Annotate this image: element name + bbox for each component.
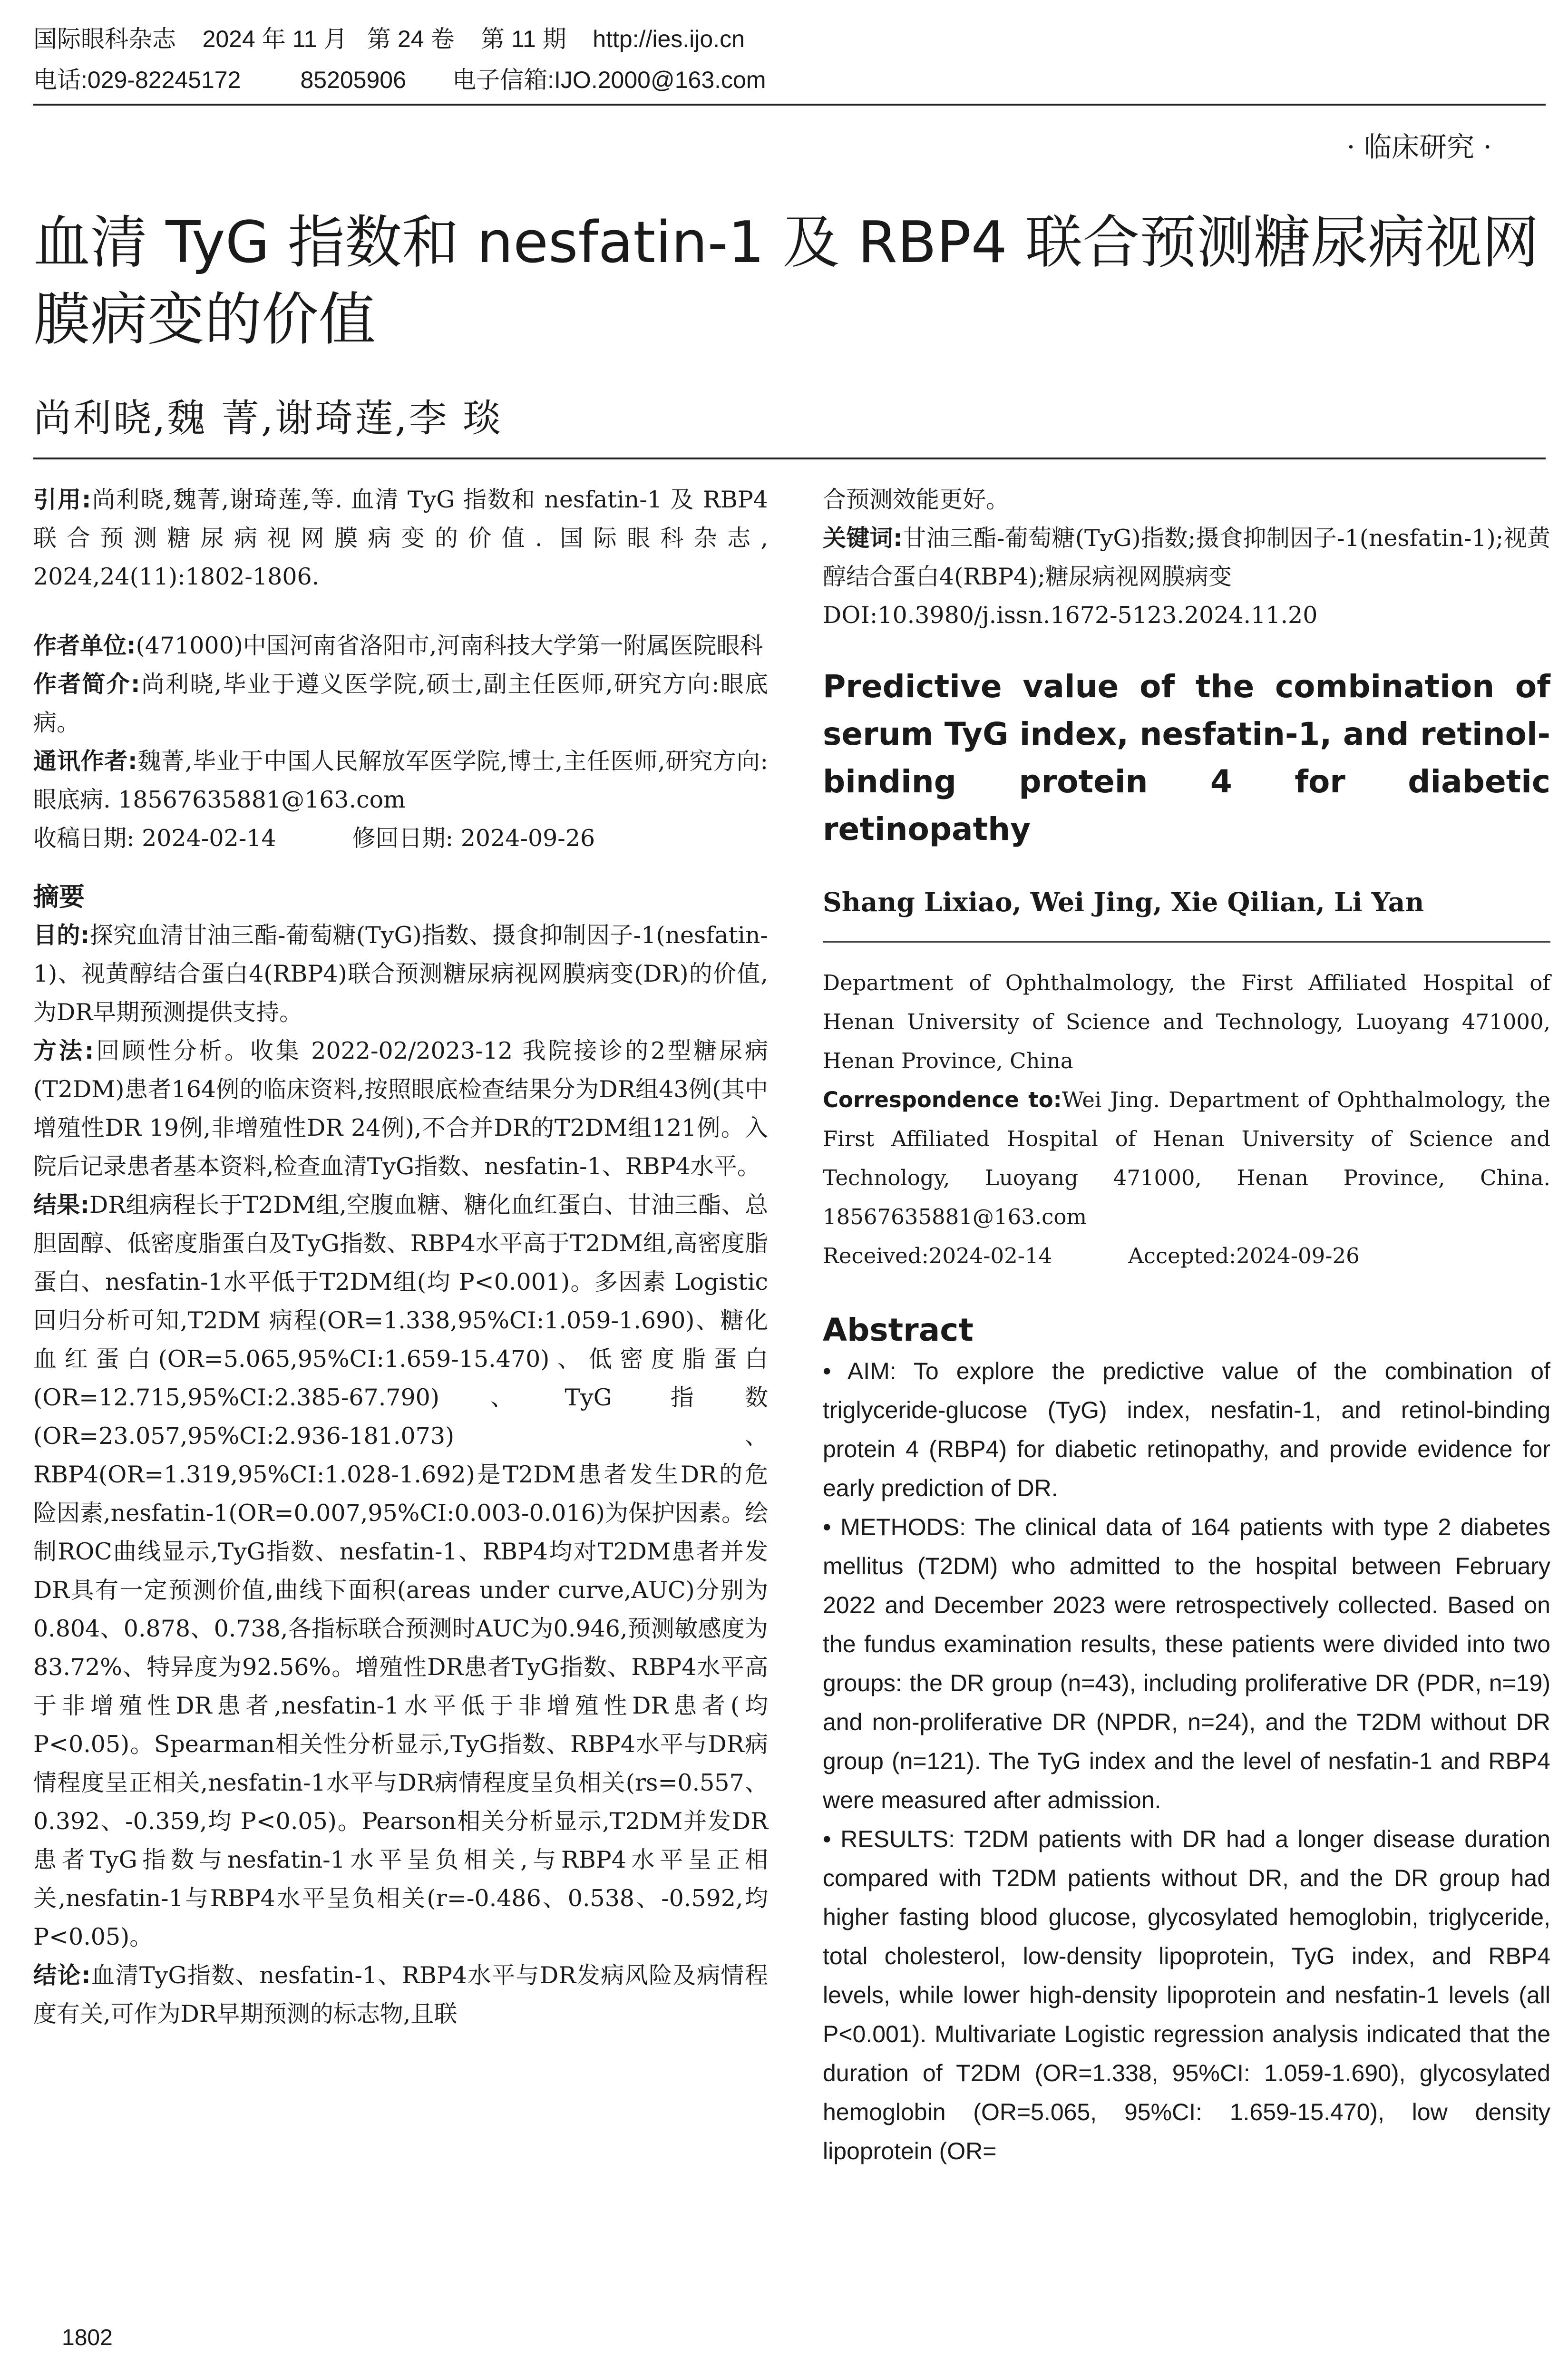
abstract-aim bbox=[33, 916, 768, 1032]
aim-label: 目的: bbox=[33, 922, 90, 949]
article-title: 血清 TyG 指数和 nesfatin-1 及 RBP4 联合预测糖尿病视网膜病变的价值 bbox=[33, 210, 1539, 353]
corresponding-author bbox=[33, 742, 768, 819]
abstract-heading-en: Abstract bbox=[823, 1312, 974, 1348]
citation-label: 引用: bbox=[33, 486, 91, 513]
corresponding-text: 魏菁,毕业于中国人民解放军医学院,博士,主任医师,研究方向:眼底病. 18567635881@163.com bbox=[33, 748, 768, 813]
corresponding-label: 通讯作者: bbox=[33, 748, 137, 775]
citation bbox=[33, 480, 768, 596]
abstract-results bbox=[33, 1186, 768, 1956]
abstract-heading-cn: 摘要 bbox=[33, 882, 85, 912]
abstract-methods-en: • METHODS: The clinical data of 164 patients with type 2 diabetes mellitus (T2DM) who admitted to the hospital between February 2022 and December 2023 were retrospectively collected. Based on the fundus examination results, these patients were divided into two groups: the DR group (n=43), including proliferative DR (PDR, n=19) and non-proliferative DR (NPDR, n=24), and the T2DM without DR group (n=121). The TyG index and the level of nesfatin-1 and RBP4 were measured after admission. bbox=[823, 1514, 1550, 1813]
received-date: 收稿日期: 2024-02-14 bbox=[33, 825, 276, 852]
abstract-methods bbox=[33, 1032, 768, 1186]
correspondence bbox=[823, 1081, 1550, 1237]
keywords bbox=[823, 519, 1550, 596]
english-title-rule bbox=[823, 941, 1550, 943]
author-unit-text: (471000)中国河南省洛阳市,河南科技大学第一附属医院眼科 bbox=[136, 632, 763, 659]
journal-contact-line: 电话:029-82245172 85205906 电子信箱:IJO.2000@163.com bbox=[33, 67, 766, 93]
right-column bbox=[823, 480, 1550, 2171]
correspondence-label: Correspondence to: bbox=[823, 1087, 1062, 1112]
english-title: Predictive value of the combination of serum TyG index, nesfatin-1, and retinol-binding protein 4 for diabetic retinopathy bbox=[823, 668, 1550, 848]
conclusion-text: 血清TyG指数、nesfatin-1、RBP4水平与DR发病风险及病情程度有关,可作为DR早期预测的标志物,且联 bbox=[33, 1962, 768, 2027]
author-intro-label: 作者简介: bbox=[33, 671, 140, 698]
results-text: DR组病程长于T2DM组,空腹血糖、糖化血红蛋白、甘油三酯、总胆固醇、低密度脂蛋白及TyG指数、RBP4水平高于T2DM组,高密度脂蛋白、nesfatin-1水平低于T2DM组(均 P<0.001)。多因素 Logistic 回归分析可知,T2DM 病程(OR=1.338,95%CI:1.059-1.690)、糖化血红蛋白(OR=5.065,95%CI:1.659-15.470)、低密度脂蛋白(OR=12.715,95%CI:2.385-67.790)、TyG 指数(OR=23.057,95%CI:2.936-181.073)、RBP4(OR=1.319,95%CI:1.028-1.692)是T2DM患者发生DR的危险因素,nesfatin-1(OR=0.007,95%CI:0.003-0.016)为保护因素。绘制ROC曲线显示,TyG指数、nesfatin-1、RBP4均对T2DM患者并发DR具有一定预测价值,曲线下面积(areas under curve,AUC)分别为0.804、0.878、0.738,各指标联合预测时AUC为0.946,预测敏感度为83.72%、特异度为92.56%。增殖性DR患者TyG指数、RBP4水平高于非增殖性DR患者,nesfatin-1水平低于非增殖性DR患者(均 P<0.05)。Spearman相关性分析显示,TyG指数、RBP4水平与DR病情程度呈正相关,nesfatin-1水平与DR病情程度呈负相关(rs=0.557、0.392、-0.359,均 P<0.05)。Pearson相关分析显示,T2DM并发DR患者TyG指数与nesfatin-1水平呈负相关,与RBP4水平呈正相关,nesfatin-1与RBP4水平呈负相关(r=-0.486、0.538、-0.592,均 P<0.05)。 bbox=[33, 1191, 768, 1950]
title-rule bbox=[33, 458, 1546, 459]
conclusion-continued: 合预测效能更好。 bbox=[823, 486, 1010, 513]
english-authors: Shang Lixiao, Wei Jing, Xie Qilian, Li Yan bbox=[823, 887, 1424, 917]
received-en: Received:2024-02-14 bbox=[823, 1243, 1052, 1268]
conclusion-label: 结论: bbox=[33, 1962, 91, 1989]
page-number: 1802 bbox=[62, 2325, 113, 2350]
dates bbox=[33, 819, 768, 857]
english-dates bbox=[823, 1237, 1550, 1276]
left-column bbox=[33, 480, 768, 2033]
abstract-aim-en: • AIM: To explore the predictive value of the combination of triglyceride-glucose (TyG) index, nesfatin-1, and retinol-binding protein 4 (RBP4) for diabetic retinopathy, and provide evidence for early prediction of DR. bbox=[823, 1358, 1550, 1501]
author-unit bbox=[33, 626, 768, 665]
journal-header-line: 国际眼科杂志 2024 年 11 月 第 24 卷 第 11 期 http://ies.ijo.cn bbox=[33, 26, 745, 52]
revised-date: 修回日期: 2024-09-26 bbox=[352, 825, 595, 852]
correspondence-text: Wei Jing. Department of Ophthalmology, the First Affiliated Hospital of Henan University of Science and Technology, Luoyang 471000, Henan Province, China. 18567635881@163.com bbox=[823, 1087, 1550, 1229]
affiliation: Department of Ophthalmology, the First Affiliated Hospital of Henan University of Science and Technology, Luoyang 471000, Henan Province, China bbox=[823, 970, 1550, 1073]
abstract-results-en: • RESULTS: T2DM patients with DR had a longer disease duration compared with T2DM patients without DR, and the DR group had higher fasting blood glucose, glycosylated hemoglobin, triglyceride, total cholesterol, low-density lipoprotein, TyG index, and RBP4 levels, while lower high-density lipoprotein and nesfatin-1 levels (all P<0.001). Multivariate Logistic regression analysis indicated that the duration of T2DM (OR=1.338, 95%CI: 1.059-1.690), glycosylated hemoglobin (OR=5.065, 95%CI: 1.659-15.470), low density lipoprotein (OR= bbox=[823, 1826, 1550, 2164]
citation-text: 尚利晓,魏菁,谢琦莲,等. 血清 TyG 指数和 nesfatin-1 及 RBP4 联合预测糖尿病视网膜病变的价值. 国际眼科杂志, 2024,24(11):1802-1806. bbox=[33, 486, 768, 590]
keywords-text: 甘油三酯-葡萄糖(TyG)指数;摄食抑制因子-1(nesfatin-1);视黄醇结合蛋白4(RBP4);糖尿病视网膜病变 bbox=[823, 525, 1550, 590]
accepted-en: Accepted:2024-09-26 bbox=[1128, 1243, 1360, 1268]
section-label: · 临床研究 · bbox=[1346, 131, 1492, 163]
abstract-conclusion bbox=[33, 1956, 768, 2033]
methods-text: 回顾性分析。收集 2022-02/2023-12 我院接诊的2型糖尿病(T2DM)患者164例的临床资料,按照眼底检查结果分为DR组43例(其中增殖性DR 19例,非增殖性DR 24例),不合并DR的T2DM组121例。入院后记录患者基本资料,检查血清TyG指数、nesfatin-1、RBP4水平。 bbox=[33, 1037, 768, 1180]
header-rule bbox=[33, 104, 1546, 106]
aim-text: 探究血清甘油三酯-葡萄糖(TyG)指数、摄食抑制因子-1(nesfatin-1)、视黄醇结合蛋白4(RBP4)联合预测糖尿病视网膜病变(DR)的价值,为DR早期预测提供支持。 bbox=[33, 922, 768, 1026]
author-intro bbox=[33, 665, 768, 742]
keywords-label: 关键词: bbox=[823, 525, 903, 552]
author-list: 尚利晓,魏 菁,谢琦莲,李 琰 bbox=[33, 396, 503, 440]
results-label: 结果: bbox=[33, 1191, 90, 1218]
doi[interactable]: DOI:10.3980/j.issn.1672-5123.2024.11.20 bbox=[823, 602, 1318, 629]
author-unit-label: 作者单位: bbox=[33, 632, 136, 659]
methods-label: 方法: bbox=[33, 1037, 94, 1064]
author-intro-text: 尚利晓,毕业于遵义医学院,硕士,副主任医师,研究方向:眼底病。 bbox=[33, 671, 768, 736]
